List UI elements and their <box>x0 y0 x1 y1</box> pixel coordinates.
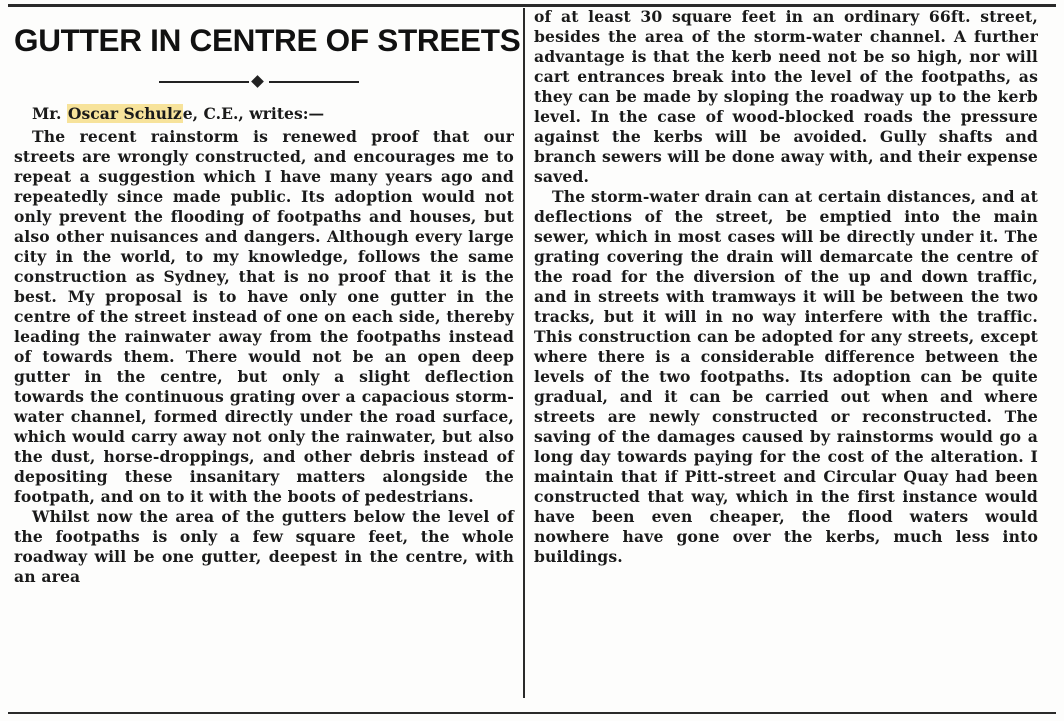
byline <box>32 104 512 124</box>
right-paragraph-1: of at least 30 square feet in an ordinary 66ft. street, besides the area of the storm-water channel. A further advantage is that the kerb need not be so high, nor will cart entrances break into the level of the footpaths, as they can be made by sloping the roadway up to the kerb level. In the case of wood-blocked roads the pressure against the kerbs will be avoided. Gully shafts and branch sewers will be done away with, and their expense saved. <box>534 7 1038 186</box>
right-paragraph-2: The storm-water drain can at certain distances, and at deflections of the street, be emptied into the main sewer, which in most cases will be directly under it. The grating covering the drain will demarcate the centre of the road for the diversion of the up and down traffic, and in streets with tramways it will be between the two tracks, but it will in no way interfere with the traffic. This construction can be adopted for any streets, except where there is a considerable difference between the levels of the two footpaths. Its adoption can be quite gradual, and it can be carried out when and where streets are newly constructed or reconstructed. The saving of the damages caused by rainstorms would go a long day towards paying for the cost of the alteration. I maintain that if Pitt-street and Circular Quay had been constructed that way, which in the first instance would have been even cheaper, the flood waters would nowhere have gone over the kerbs, much less into buildings. <box>534 187 1038 566</box>
left-paragraph-2: Whilst now the area of the gutters below the level of the footpaths is only a few square feet, the whole roadway will be one gutter, deepest in the centre, with an area <box>14 507 514 586</box>
ornament-line-right <box>269 81 359 83</box>
ornament-diamond-icon <box>251 75 264 88</box>
headline-ornament <box>159 74 359 90</box>
ornament-line-left <box>159 81 249 83</box>
left-paragraph-1: The recent rainstorm is renewed proof that our streets are wrongly constructed, and encourages me to repeat a suggestion which I have many years ago and repeatedly since made public. Its adoption would not only prevent the flooding of footpaths and houses, but also other nuisances and dangers. Although every large city in the world, to my knowledge, follows the same construction as Sydney, that is no proof that it is the best. My proposal is to have only one gutter in the centre of the street instead of one on each side, thereby leading the rainwater away from the footpaths instead of towards them. There would not be an open deep gutter in the centre, but only a slight deflection towards the continuous grating over a capacious storm-water channel, formed directly under the road surface, which would carry away not only the rainwater, but also the dust, horse-droppings, and other debris instead of depositing these insanitary matters alongside the footpath, and on to it with the boots of pedestrians. <box>14 127 514 506</box>
byline-name-rest: e <box>182 104 193 123</box>
left-column-body <box>14 127 514 587</box>
bottom-rule <box>8 712 1056 714</box>
right-column-body <box>534 7 1038 567</box>
byline-suffix: , C.E., writes:— <box>192 104 325 123</box>
byline-name-highlighted: Oscar Schulz <box>67 104 182 123</box>
column-divider <box>523 8 525 698</box>
article-headline: GUTTER IN CENTRE OF STREETS <box>14 22 521 58</box>
byline-prefix: Mr. <box>32 104 67 123</box>
